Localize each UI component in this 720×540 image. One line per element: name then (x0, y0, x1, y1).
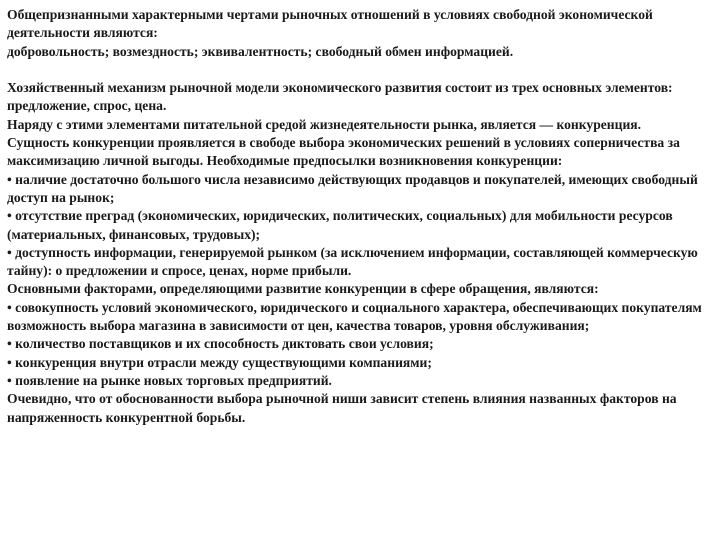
list-item: • совокупность условий экономического, юридического и социального характера, обеспечивающих покупателям возможность выбора магазина в зависимости от цен, качества товаров, уровня обслуживания; (7, 299, 702, 334)
list-item: • конкуренция внутри отрасли между существующими компаниями; (7, 354, 432, 370)
economic-mechanism-paragraph: Хозяйственный механизм рыночной модели экономического развития состоит из трех основных элементов: предложение, спрос, цена. (7, 80, 673, 114)
prerequisites-list (7, 171, 715, 281)
competition-essence-paragraph: Сущность конкуренции проявляется в свободе выбора экономических решений в условиях соперничества за максимизацию личной выгоды. Необходимые предпосылки возникновения конкуренции: (7, 135, 680, 169)
main-factors-paragraph: Основными факторами, определяющими развитие конкуренции в сфере обращения, являются: (7, 281, 599, 297)
factors-list (7, 299, 715, 390)
list-item: • наличие достаточно большого числа независимо действующих продавцов и покупателей, имеющих свободный доступ на рынок; (7, 171, 698, 205)
list-item: • доступность информации, генерируемой рынком (за исключением информации, составляющей коммерческую тайну): о предложении и спросе, ценах, норме прибыли. (7, 244, 698, 279)
conclusion-paragraph: Очевидно, что от обоснованности выбора рыночной ниши зависит степень влияния названных факторов на напряженность конкурентной борьбы. (7, 391, 677, 425)
competition-paragraph: Наряду с этими элементами питательной средой жизнедеятельности рынка, является — конкуренция. (7, 116, 642, 132)
list-item: • отсутствие преград (экономических, юридических, политических, социальных) для мобильности ресурсов (материальных, финансовых, трудовых); (7, 208, 673, 242)
market-features-list: добровольность; возмездность; эквивалентность; свободный обмен информацией. (7, 43, 514, 59)
paragraph-spacer (7, 61, 715, 79)
document-body (7, 6, 715, 427)
market-features-intro: Общепризнанными характерными чертами рыночных отношений в условиях свободной экономической деятельности являются: (7, 7, 653, 41)
list-item: • появление на рынке новых торговых предприятий. (7, 372, 332, 388)
list-item: • количество поставщиков и их способность диктовать свои условия; (7, 336, 434, 352)
